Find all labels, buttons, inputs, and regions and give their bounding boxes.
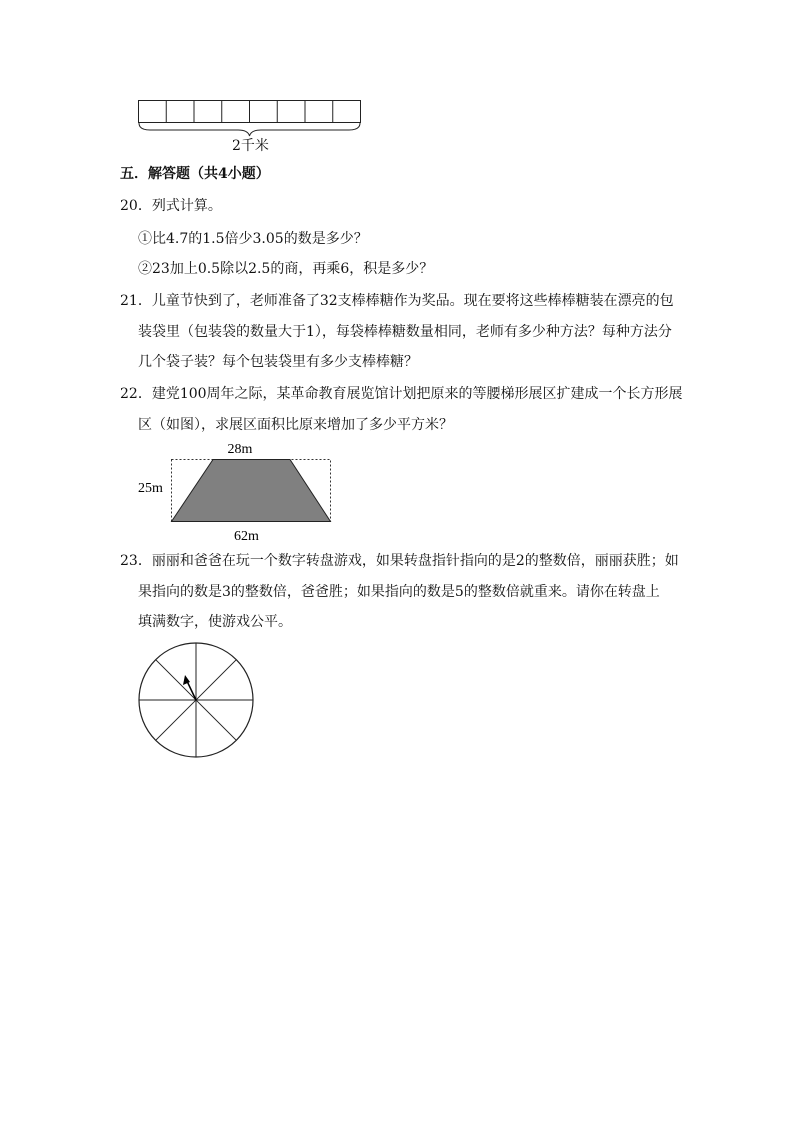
trapezoid-bottom-label: 62m [234,529,259,544]
q20-stem: 20．列式计算。 [120,198,222,214]
trapezoid-shape [172,460,331,522]
brace [139,123,360,136]
q22-line2: 区（如图），求展区面积比原来增加了多少平方米？ [138,417,453,433]
q21-line1: 21．儿童节快到了，老师准备了32支棒棒糖作为奖品。现在要将这些棒棒糖装在漂亮的包 [120,293,674,309]
q21-line3: 几个袋子装？每个包装袋里有多少支棒棒糖？ [138,354,418,370]
q23-line2: 果指向的数是3的整数倍，爸爸胜；如果指向的数是5的整数倍就重来。请你在转盘上 [138,584,660,600]
trapezoid-height-label: 25m [138,481,163,496]
q20-part2: ②23加上0.5除以2.5的商，再乘6，积是多少？ [138,261,434,277]
section-title: 五．解答题（共4小题） [120,166,270,182]
q22-line1: 22．建党100周年之际，某革命教育展览馆计划把原来的等腰梯形展区扩建成一个长方形展 [120,386,683,402]
segment-cells [139,101,361,123]
trapezoid-top-label: 28m [227,442,253,457]
spinner-pointer [183,675,196,700]
q23-line3: 填满数字，使游戏公平。 [138,614,292,630]
q23-line1: 23．丽丽和爸爸在玩一个数字转盘游戏，如果转盘指针指向的是2的整数倍，丽丽获胜；如 [120,553,679,569]
q20-part1: ①比4.7的1.5倍少3.05的数是多少？ [138,231,368,247]
trapezoid-figure [130,438,350,546]
segment-bar-label: 2千米 [232,138,269,154]
spinner-figure [134,638,258,762]
q21-line2: 装袋里（包装袋的数量大于1），每袋棒棒糖数量相同，老师有多少种方法？每种方法分 [138,324,672,340]
